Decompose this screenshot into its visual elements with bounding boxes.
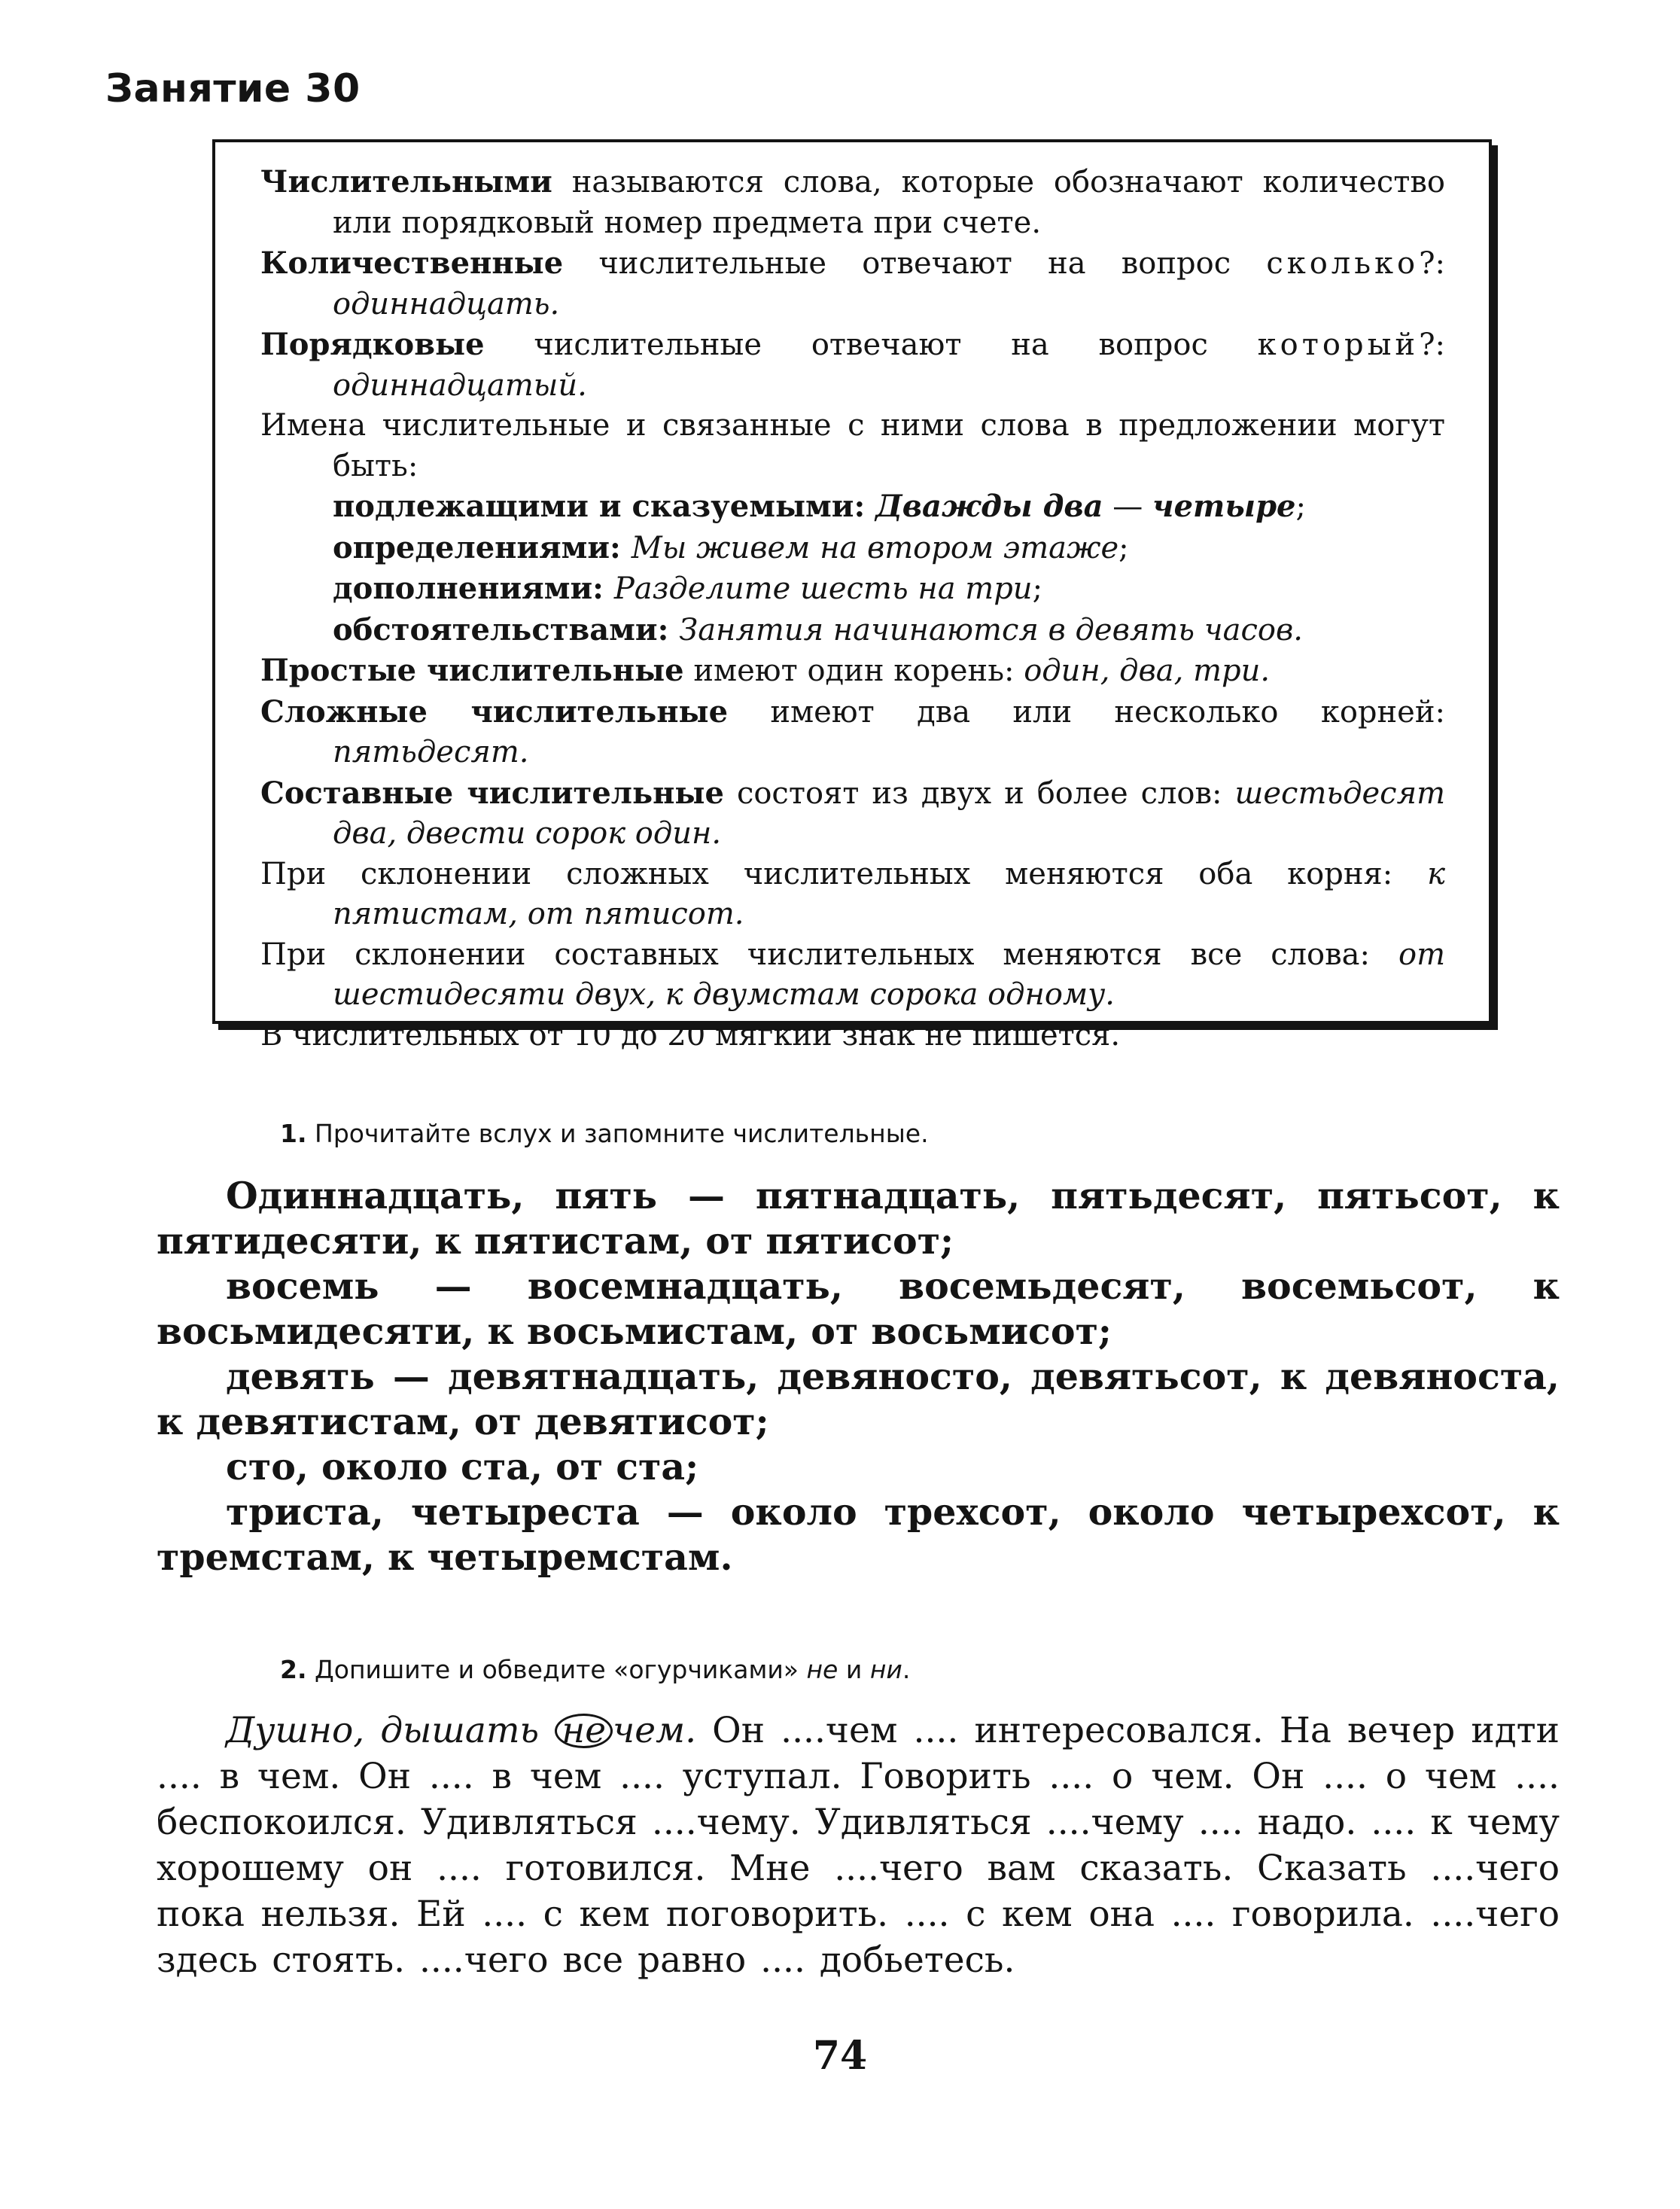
rule-example: одиннадцатый. [333, 367, 587, 403]
rule-example: Разделите шесть на три [613, 571, 1033, 606]
rule-term: Простые числительные [260, 653, 684, 688]
rule-text: ?: [1419, 246, 1445, 281]
rule-syntax-roles [260, 406, 1445, 486]
instruction-text: . [902, 1655, 911, 1684]
rule-example: пятьдесят. [333, 735, 529, 769]
exercise-sentences: Он ....чем .... интересовался. На вечер идти .... в чем. Он .... в чем .... уступал. Говорить .... о чем. Он .... о чем .... беспокоился. Удивляться ....чему. Удивляться ....чему .... надо. .... к чему хорошему он .... готовился. Мне ....чего вам сказать. Сказать ....чего пока нельзя. Ей .... с кем поговорить. .... с кем она .... говорила. ....чего здесь стоять. ....чего все равно .... добьетесь. [157, 1710, 1560, 1981]
rule-text: ; [1032, 571, 1043, 606]
rule-soft-sign [260, 1016, 1445, 1056]
rule-complex-declension [260, 855, 1445, 935]
numeral-line: восемь — восемнадцать, восемьдесят, восемьсот, к восьмидесяти, к восьмистам, от восьмисот; [157, 1264, 1560, 1353]
numeral-line: триста, четыреста — около трехсот, около четырехсот, к тремстам, к четыремстам. [157, 1490, 1560, 1579]
rule-example: Дважды два [875, 489, 1103, 524]
rule-box [212, 139, 1492, 1053]
rule-example: четыре [1152, 489, 1296, 524]
numeral-line: сто, около ста, от ста; [226, 1445, 699, 1488]
rule-text: — [1103, 489, 1153, 524]
instruction-text: и [838, 1655, 870, 1684]
rule-term: дополнениями: [333, 571, 614, 606]
rule-text: ; [1295, 489, 1306, 524]
exercise-1-instruction [280, 1119, 929, 1148]
numeral-line: девять — девятнадцать, девяносто, девятьсот, к девяноста, к девятистам, от девятисот; [157, 1354, 1560, 1443]
rule-term: Порядковые [260, 327, 485, 362]
rule-term: обстоятельствами: [333, 611, 680, 647]
exercise-2-text [157, 1708, 1560, 1983]
exercise-2-instruction [280, 1655, 910, 1684]
rule-text: ?: [1419, 328, 1445, 362]
rule-role-subject [260, 486, 1445, 528]
rule-example: от шестидесяти двух, к двумстам сорока одному. [333, 937, 1445, 1012]
particle-ni: ни [869, 1655, 902, 1684]
numeral-line: Одиннадцать, пять — пятнадцать, пятьдесят, пятьсот, к пятидесяти, к пятистам, от пятисот; [157, 1174, 1560, 1263]
rule-term: Составные числительные [260, 775, 724, 811]
rule-question: сколько [1266, 246, 1420, 281]
rule-complex [260, 692, 1445, 773]
rule-text: числительные отвечают на вопрос [484, 328, 1258, 362]
exercise-1-body [157, 1173, 1560, 1580]
example-text: Душно, дышать [226, 1710, 555, 1751]
rule-role-adverbial [260, 610, 1445, 651]
rule-example: шестьдесят два, двести сорок один. [333, 775, 1445, 851]
rule-text: имеют один корень: [683, 654, 1024, 688]
rule-term: подлежащими и сказуемыми: [333, 489, 876, 524]
instruction-text: Прочитайте вслух и запомните числительные. [315, 1119, 929, 1148]
rule-text: называются слова, которые обозначают количество или порядковый номер предмета при счете. [333, 165, 1445, 240]
rule-example: к пятистам, от пятисот. [333, 856, 1445, 931]
rule-term: Сложные числительные [260, 693, 729, 730]
rule-example: Занятия начинаются в девять часов. [679, 612, 1303, 647]
particle-ne: не [806, 1655, 838, 1684]
example-text: чем. [613, 1710, 697, 1751]
rule-ordinal [260, 324, 1445, 406]
rule-example: одиннадцать. [333, 286, 560, 321]
rule-example: Мы живем на втором этаже [631, 530, 1119, 565]
rule-role-attribute [260, 528, 1445, 569]
exercise-number: 2. [280, 1655, 307, 1684]
rule-compound [260, 773, 1445, 855]
rule-text: числительные отвечают на вопрос [563, 246, 1267, 281]
lesson-title: Занятие 30 [105, 66, 361, 111]
rule-question: который [1257, 328, 1420, 362]
exercise-number: 1. [280, 1119, 307, 1148]
rule-text: Имена числительные и связанные с ними слова в предложении могут быть: [260, 408, 1445, 483]
rule-text: ; [1118, 530, 1129, 565]
rule-text: имеют два или несколько корней: [728, 694, 1445, 730]
circled-particle: не [555, 1714, 613, 1748]
rule-term: Количественные [260, 245, 564, 281]
page-number: 74 [812, 2033, 868, 2079]
rule-simple [260, 651, 1445, 692]
rule-compound-declension [260, 935, 1445, 1016]
rule-example: один, два, три. [1024, 654, 1271, 688]
rule-text: При склонении сложных числительных меняются оба корня: [260, 856, 1428, 891]
rule-text: В числительных от 10 до 20 мягкий знак не пишется. [260, 1017, 1121, 1053]
rule-text: При склонении составных числительных меняются все слова: [260, 937, 1398, 972]
exercise-2-body [157, 1708, 1560, 1983]
rule-term: определениями: [333, 529, 632, 565]
rule-role-object [260, 568, 1445, 610]
instruction-text: Допишите и обведите «огурчиками» [315, 1655, 807, 1684]
rule-definition [260, 162, 1445, 243]
rule-term: Числительными [260, 164, 552, 200]
rule-cardinal [260, 243, 1445, 324]
rule-text: состоят из двух и более слов: [723, 775, 1235, 811]
